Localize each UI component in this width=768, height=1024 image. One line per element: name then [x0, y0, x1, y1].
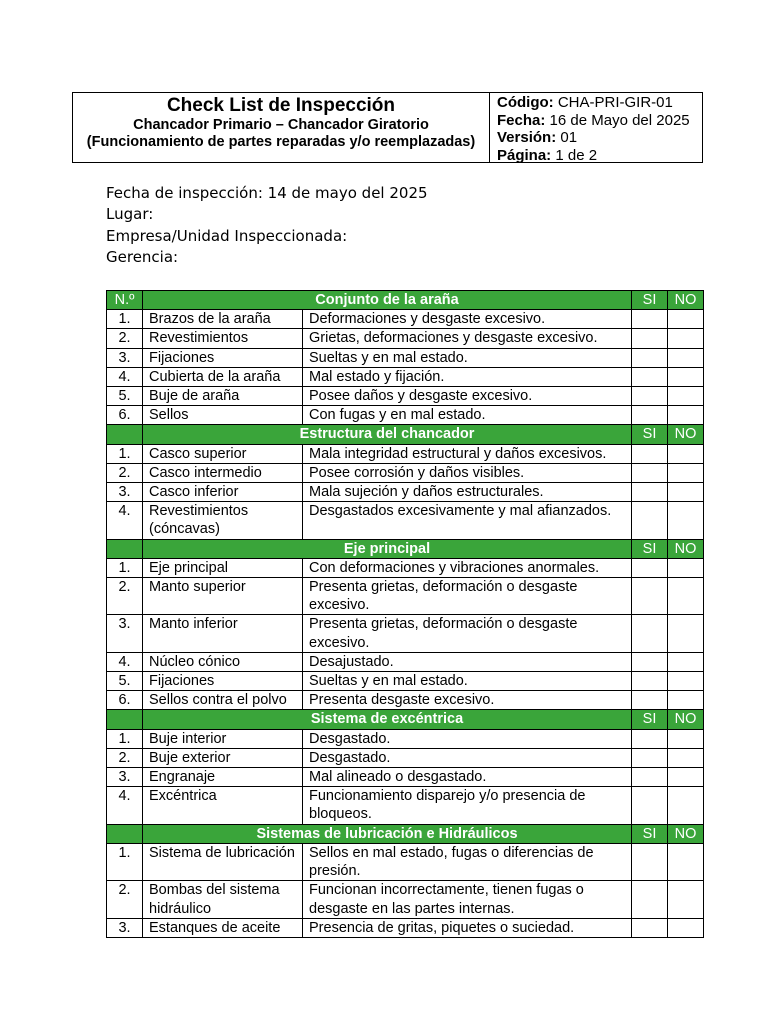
no-checkbox-cell[interactable]	[668, 881, 704, 918]
no-checkbox-cell[interactable]	[668, 329, 704, 348]
si-checkbox-cell[interactable]	[632, 502, 668, 539]
item-part: Manto superior	[143, 578, 303, 615]
location-field: Lugar:	[106, 205, 154, 224]
item-condition: Mal alineado o desgastado.	[303, 768, 632, 787]
table-row	[107, 329, 704, 348]
fecha-line	[497, 112, 702, 130]
si-checkbox-cell[interactable]	[632, 558, 668, 577]
no-checkbox-cell[interactable]	[668, 387, 704, 406]
si-checkbox-cell[interactable]	[632, 672, 668, 691]
item-number: 6.	[107, 691, 143, 710]
si-column-header: SI	[632, 824, 668, 843]
si-checkbox-cell[interactable]	[632, 652, 668, 671]
si-checkbox-cell[interactable]	[632, 483, 668, 502]
table-row	[107, 768, 704, 787]
codigo-value: CHA-PRI-GIR-01	[557, 94, 673, 111]
table-row	[107, 483, 704, 502]
item-condition: Desgastado.	[303, 748, 632, 767]
item-condition: Posee corrosión y daños visibles.	[303, 463, 632, 482]
company-field: Empresa/Unidad Inspeccionada:	[106, 226, 348, 245]
table-row	[107, 672, 704, 691]
si-checkbox-cell[interactable]	[632, 729, 668, 748]
si-checkbox-cell[interactable]	[632, 748, 668, 767]
no-checkbox-cell[interactable]	[668, 444, 704, 463]
table-row	[107, 881, 704, 918]
no-checkbox-cell[interactable]	[668, 652, 704, 671]
pagina-line	[497, 147, 702, 165]
si-checkbox-cell[interactable]	[632, 843, 668, 880]
section-header-row	[107, 539, 704, 558]
inspection-date: Fecha de inspección: 14 de mayo del 2025	[106, 184, 428, 202]
item-part: Núcleo cónico	[143, 652, 303, 671]
item-part: Casco inferior	[143, 483, 303, 502]
no-column-header: NO	[668, 824, 704, 843]
num-column-header	[107, 824, 143, 843]
no-checkbox-cell[interactable]	[668, 768, 704, 787]
item-condition: Mala integridad estructural y daños excesivos.	[303, 444, 632, 463]
si-checkbox-cell[interactable]	[632, 768, 668, 787]
item-condition: Mala sujeción y daños estructurales.	[303, 483, 632, 502]
si-column-header: SI	[632, 425, 668, 444]
item-condition: Funcionan incorrectamente, tienen fugas o desgaste en las partes internas.	[303, 881, 632, 918]
item-number: 5.	[107, 672, 143, 691]
si-checkbox-cell[interactable]	[632, 310, 668, 329]
no-checkbox-cell[interactable]	[668, 558, 704, 577]
no-checkbox-cell[interactable]	[668, 483, 704, 502]
item-part: Fijaciones	[143, 672, 303, 691]
item-part: Estanques de aceite	[143, 918, 303, 937]
si-checkbox-cell[interactable]	[632, 787, 668, 824]
item-number: 4.	[107, 787, 143, 824]
item-condition: Con deformaciones y vibraciones anormales.	[303, 558, 632, 577]
table-row	[107, 310, 704, 329]
item-condition: Presenta grietas, deformación o desgaste excesivo.	[303, 615, 632, 652]
codigo-line	[497, 94, 702, 112]
inspection-checklist-table	[106, 290, 704, 938]
no-checkbox-cell[interactable]	[668, 310, 704, 329]
item-condition: Desajustado.	[303, 652, 632, 671]
pagina-label: Página:	[497, 146, 552, 164]
si-checkbox-cell[interactable]	[632, 463, 668, 482]
version-value: 01	[560, 129, 578, 146]
si-checkbox-cell[interactable]	[632, 578, 668, 615]
no-checkbox-cell[interactable]	[668, 691, 704, 710]
no-checkbox-cell[interactable]	[668, 463, 704, 482]
table-row	[107, 729, 704, 748]
version-line	[497, 129, 702, 147]
no-column-header: NO	[668, 710, 704, 729]
no-checkbox-cell[interactable]	[668, 843, 704, 880]
fecha-value: 16 de Mayo del 2025	[549, 111, 690, 129]
codigo-label: Código:	[497, 94, 554, 111]
header-title-block	[73, 93, 490, 162]
pagina-value: 1 de 2	[555, 146, 598, 164]
item-number: 3.	[107, 918, 143, 937]
item-condition: Sueltas y en mal estado.	[303, 672, 632, 691]
table-row	[107, 387, 704, 406]
no-column-header: NO	[668, 291, 704, 310]
item-number: 3.	[107, 768, 143, 787]
item-part: Brazos de la araña	[143, 310, 303, 329]
item-condition: Presenta grietas, deformación o desgaste excesivo.	[303, 578, 632, 615]
item-number: 2.	[107, 748, 143, 767]
item-part: Sistema de lubricación	[143, 843, 303, 880]
table-row	[107, 918, 704, 937]
document-title: Check List de Inspección	[166, 95, 396, 116]
item-part: Revestimientos (cóncavas)	[143, 502, 303, 539]
table-row	[107, 367, 704, 386]
item-part: Buje exterior	[143, 748, 303, 767]
no-checkbox-cell[interactable]	[668, 748, 704, 767]
no-checkbox-cell[interactable]	[668, 615, 704, 652]
table-row	[107, 578, 704, 615]
section-title: Estructura del chancador	[143, 425, 632, 444]
item-part: Excéntrica	[143, 787, 303, 824]
item-number: 5.	[107, 387, 143, 406]
item-part: Buje de araña	[143, 387, 303, 406]
si-checkbox-cell[interactable]	[632, 367, 668, 386]
num-column-header: N.º	[107, 291, 143, 310]
num-column-header	[107, 710, 143, 729]
item-part: Casco superior	[143, 444, 303, 463]
item-number: 2.	[107, 881, 143, 918]
si-checkbox-cell[interactable]	[632, 444, 668, 463]
item-condition: Posee daños y desgaste excesivo.	[303, 387, 632, 406]
item-condition: Desgastado.	[303, 729, 632, 748]
item-condition: Funcionamiento disparejo y/o presencia de bloqueos.	[303, 787, 632, 824]
table-row	[107, 463, 704, 482]
table-row	[107, 843, 704, 880]
table-row	[107, 787, 704, 824]
item-part: Casco intermedio	[143, 463, 303, 482]
si-checkbox-cell[interactable]	[632, 615, 668, 652]
si-checkbox-cell[interactable]	[632, 691, 668, 710]
item-condition: Deformaciones y desgaste excesivo.	[303, 310, 632, 329]
no-column-header: NO	[668, 539, 704, 558]
item-condition: Desgastados excesivamente y mal afianzados.	[303, 502, 632, 539]
item-part: Sellos contra el polvo	[143, 691, 303, 710]
item-part: Revestimientos	[143, 329, 303, 348]
item-condition: Con fugas y en mal estado.	[303, 406, 632, 425]
num-column-header	[107, 539, 143, 558]
section-header-row	[107, 291, 704, 310]
table-row	[107, 615, 704, 652]
si-checkbox-cell[interactable]	[632, 881, 668, 918]
table-row	[107, 652, 704, 671]
table-row	[107, 406, 704, 425]
item-condition: Presenta desgaste excesivo.	[303, 691, 632, 710]
item-number: 1.	[107, 310, 143, 329]
num-column-header	[107, 425, 143, 444]
table-row	[107, 748, 704, 767]
no-checkbox-cell[interactable]	[668, 918, 704, 937]
si-checkbox-cell[interactable]	[632, 387, 668, 406]
table-row	[107, 348, 704, 367]
table-row	[107, 558, 704, 577]
item-number: 4.	[107, 502, 143, 539]
item-number: 1.	[107, 444, 143, 463]
no-checkbox-cell[interactable]	[668, 367, 704, 386]
item-part: Cubierta de la araña	[143, 367, 303, 386]
section-header-row	[107, 710, 704, 729]
section-title: Conjunto de la araña	[143, 291, 632, 310]
section-title: Sistema de excéntrica	[143, 710, 632, 729]
si-checkbox-cell[interactable]	[632, 918, 668, 937]
table-row	[107, 502, 704, 539]
item-part: Engranaje	[143, 768, 303, 787]
no-checkbox-cell[interactable]	[668, 348, 704, 367]
si-column-header: SI	[632, 291, 668, 310]
no-checkbox-cell[interactable]	[668, 672, 704, 691]
document-subtitle-1: Chancador Primario – Chancador Giratorio	[133, 117, 429, 133]
document-header	[72, 92, 703, 163]
item-condition: Sueltas y en mal estado.	[303, 348, 632, 367]
no-checkbox-cell[interactable]	[668, 406, 704, 425]
no-checkbox-cell[interactable]	[668, 729, 704, 748]
item-number: 6.	[107, 406, 143, 425]
section-header-row	[107, 824, 704, 843]
si-column-header: SI	[632, 539, 668, 558]
item-part: Manto inferior	[143, 615, 303, 652]
section-title: Sistemas de lubricación e Hidráulicos	[143, 824, 632, 843]
si-column-header: SI	[632, 710, 668, 729]
item-number: 2.	[107, 463, 143, 482]
version-label: Versión:	[497, 129, 557, 146]
item-condition: Presencia de gritas, piquetes o suciedad.	[303, 918, 632, 937]
item-number: 1.	[107, 558, 143, 577]
inspection-info	[106, 183, 428, 268]
item-condition: Grietas, deformaciones y desgaste excesivo.	[303, 329, 632, 348]
item-number: 2.	[107, 578, 143, 615]
fecha-label: Fecha:	[497, 111, 546, 129]
header-meta-block	[490, 93, 702, 162]
table-row	[107, 691, 704, 710]
section-header-row	[107, 425, 704, 444]
item-number: 1.	[107, 843, 143, 880]
no-column-header: NO	[668, 425, 704, 444]
management-field: Gerencia:	[106, 247, 179, 266]
item-number: 1.	[107, 729, 143, 748]
item-number: 3.	[107, 348, 143, 367]
item-number: 2.	[107, 329, 143, 348]
item-condition: Mal estado y fijación.	[303, 367, 632, 386]
no-checkbox-cell[interactable]	[668, 787, 704, 824]
item-number: 3.	[107, 483, 143, 502]
table-row	[107, 444, 704, 463]
si-checkbox-cell[interactable]	[632, 329, 668, 348]
si-checkbox-cell[interactable]	[632, 348, 668, 367]
si-checkbox-cell[interactable]	[632, 406, 668, 425]
item-part: Eje principal	[143, 558, 303, 577]
item-number: 4.	[107, 367, 143, 386]
document-subtitle-2: (Funcionamiento de partes reparadas y/o reemplazadas)	[86, 134, 476, 150]
item-number: 4.	[107, 652, 143, 671]
item-condition: Sellos en mal estado, fugas o diferencias de presión.	[303, 843, 632, 880]
section-title: Eje principal	[143, 539, 632, 558]
item-part: Sellos	[143, 406, 303, 425]
item-number: 3.	[107, 615, 143, 652]
no-checkbox-cell[interactable]	[668, 502, 704, 539]
item-part: Buje interior	[143, 729, 303, 748]
item-part: Fijaciones	[143, 348, 303, 367]
no-checkbox-cell[interactable]	[668, 578, 704, 615]
item-part: Bombas del sistema hidráulico	[143, 881, 303, 918]
